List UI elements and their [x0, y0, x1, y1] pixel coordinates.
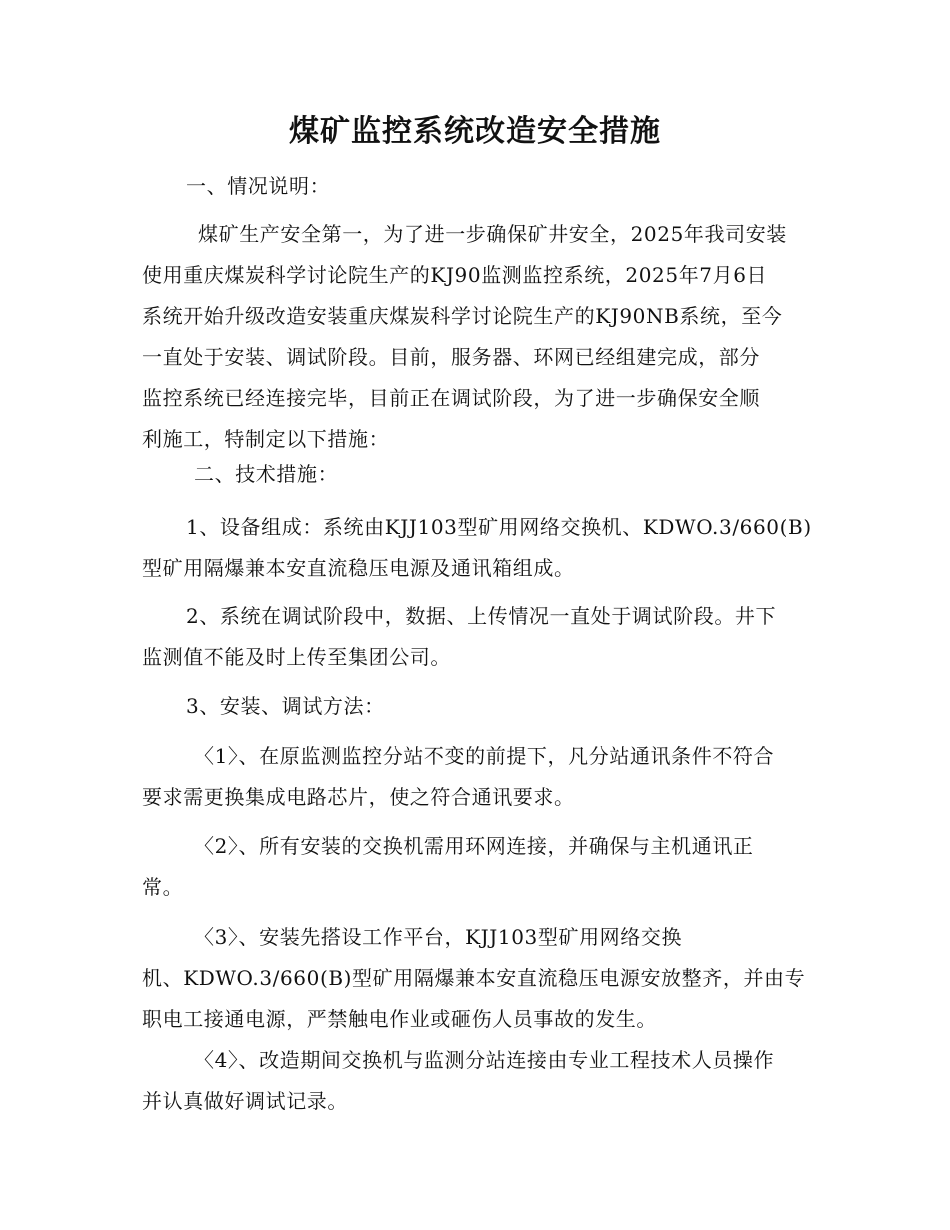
text-line: 〈4〉、改造期间交换机与监测分站连接由专业工程技术人员操作: [194, 1048, 775, 1072]
section-heading-text: 二、技术措施：: [194, 462, 339, 486]
text-line: 3、安装、调试方法：: [186, 694, 385, 718]
text-line: 并认真做好调试记录。: [142, 1089, 348, 1113]
text-line: 使用重庆煤炭科学讨论院生产的KJ90监测监控系统，2025年7月6日: [142, 263, 768, 287]
text-line: 系统开始升级改造安装重庆煤炭科学讨论院生产的KJ90NB系统，至今: [142, 304, 783, 328]
text-line: 〈1〉、在原监测监控分站不变的前提下，凡分站通讯条件不符合: [194, 744, 775, 768]
text-line: 型矿用隔爆兼本安直流稳压电源及通讯箱组成。: [142, 556, 575, 580]
text-line: 常。: [142, 875, 184, 899]
text-line: 〈2〉、所有安装的交换机需用环网连接，并确保与主机通讯正: [194, 834, 754, 858]
text-line: 利施工，特制定以下措施：: [142, 427, 390, 451]
text-line: 煤矿生产安全第一，为了进一步确保矿井安全，2025年我司安装: [198, 222, 787, 246]
text-line: 1、设备组成：系统由KJJ103型矿用网络交换机、KDWO.3/660(B): [186, 515, 812, 539]
text-line: 职电工接通电源，严禁触电作业或砸伤人员事故的发生。: [142, 1007, 657, 1031]
text-line: 监控系统已经连接完毕，目前正在调试阶段，为了进一步确保安全顺: [142, 386, 760, 410]
sub-item-3: [142, 917, 808, 1040]
section-heading-situation: [142, 166, 808, 207]
text-line: 监测值不能及时上传至集团公司。: [142, 645, 451, 669]
section-heading-text: 一、情况说明：: [186, 174, 331, 198]
text-line: 2、系统在调试阶段中，数据、上传情况一直处于调试阶段。井下: [186, 604, 777, 628]
list-item-equipment-composition: [142, 507, 812, 589]
paragraph-situation-description: [142, 214, 808, 460]
text-line: 一直处于安装、调试阶段。目前，服务器、环网已经组建完成，部分: [142, 345, 760, 369]
text-line: 机、KDWO.3/660(B)型矿用隔爆兼本安直流稳压电源安放整齐，并由专: [142, 966, 806, 990]
document-title: 煤矿监控系统改造安全措施: [289, 114, 661, 149]
sub-item-1: [142, 736, 808, 818]
sub-item-4: [142, 1040, 808, 1122]
text-line: 〈3〉、安装先搭设工作平台，KJJ103型矿用网络交换: [194, 925, 683, 949]
list-item-installation-method-heading: [142, 686, 808, 727]
text-line: 要求需更换集成电路芯片，使之符合通讯要求。: [142, 785, 575, 809]
section-heading-technical-measures: [142, 454, 808, 495]
sub-item-2: [142, 826, 808, 908]
list-item-debugging-stage: [142, 596, 808, 678]
